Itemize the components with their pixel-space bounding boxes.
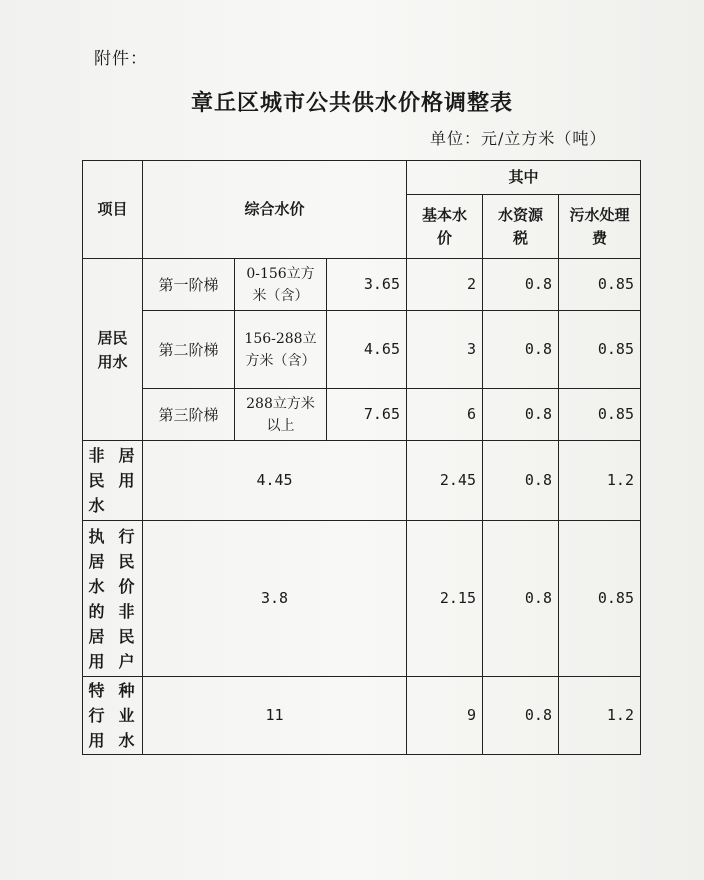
header-resource-tax: 水资源税 bbox=[483, 195, 559, 259]
tier-3-tax: 0.8 bbox=[483, 389, 559, 441]
non-residential-composite: 4.45 bbox=[143, 441, 407, 521]
tier-1-range: 0-156立方米（含） bbox=[235, 259, 327, 311]
unit-label: 单位：元/立方米（吨） bbox=[430, 129, 607, 148]
resident-price-tax: 0.8 bbox=[483, 521, 559, 677]
tier-1-sewage: 0.85 bbox=[559, 259, 641, 311]
residential-label: 居民用水 bbox=[83, 259, 143, 441]
tier-2-range: 156-288立方米（含） bbox=[235, 311, 327, 389]
header-basic: 基本水价 bbox=[407, 195, 483, 259]
tier-3-name: 第三阶梯 bbox=[143, 389, 235, 441]
attachment-label: 附件： bbox=[94, 49, 148, 69]
tier-1-basic: 2 bbox=[407, 259, 483, 311]
resident-price-sewage: 0.85 bbox=[559, 521, 641, 677]
header-composite: 综合水价 bbox=[143, 161, 407, 259]
tier-3-composite: 7.65 bbox=[327, 389, 407, 441]
document-title: 章丘区城市公共供水价格调整表 bbox=[190, 91, 513, 116]
non-residential-tax: 0.8 bbox=[483, 441, 559, 521]
special-label: 特种行业用水 bbox=[83, 677, 143, 755]
water-price-table bbox=[82, 160, 641, 755]
header-sewage: 污水处理费 bbox=[559, 195, 641, 259]
tier-2-basic: 3 bbox=[407, 311, 483, 389]
resident-price-basic: 2.15 bbox=[407, 521, 483, 677]
non-residential-label: 非居民用水 bbox=[83, 441, 143, 521]
tier-3-basic: 6 bbox=[407, 389, 483, 441]
special-composite: 11 bbox=[143, 677, 407, 755]
header-of-which: 其中 bbox=[407, 161, 641, 195]
special-basic: 9 bbox=[407, 677, 483, 755]
tier-3-sewage: 0.85 bbox=[559, 389, 641, 441]
tier-1-name: 第一阶梯 bbox=[143, 259, 235, 311]
special-sewage: 1.2 bbox=[559, 677, 641, 755]
tier-2-name: 第二阶梯 bbox=[143, 311, 235, 389]
non-residential-sewage: 1.2 bbox=[559, 441, 641, 521]
tier-2-composite: 4.65 bbox=[327, 311, 407, 389]
tier-3-range: 288立方米以上 bbox=[235, 389, 327, 441]
tier-2-sewage: 0.85 bbox=[559, 311, 641, 389]
header-item: 项目 bbox=[83, 161, 143, 259]
resident-price-composite: 3.8 bbox=[143, 521, 407, 677]
tier-2-tax: 0.8 bbox=[483, 311, 559, 389]
tier-1-composite: 3.65 bbox=[327, 259, 407, 311]
resident-price-label: 执行居民水价的非居民用户 bbox=[83, 521, 143, 677]
tier-1-tax: 0.8 bbox=[483, 259, 559, 311]
special-tax: 0.8 bbox=[483, 677, 559, 755]
non-residential-basic: 2.45 bbox=[407, 441, 483, 521]
